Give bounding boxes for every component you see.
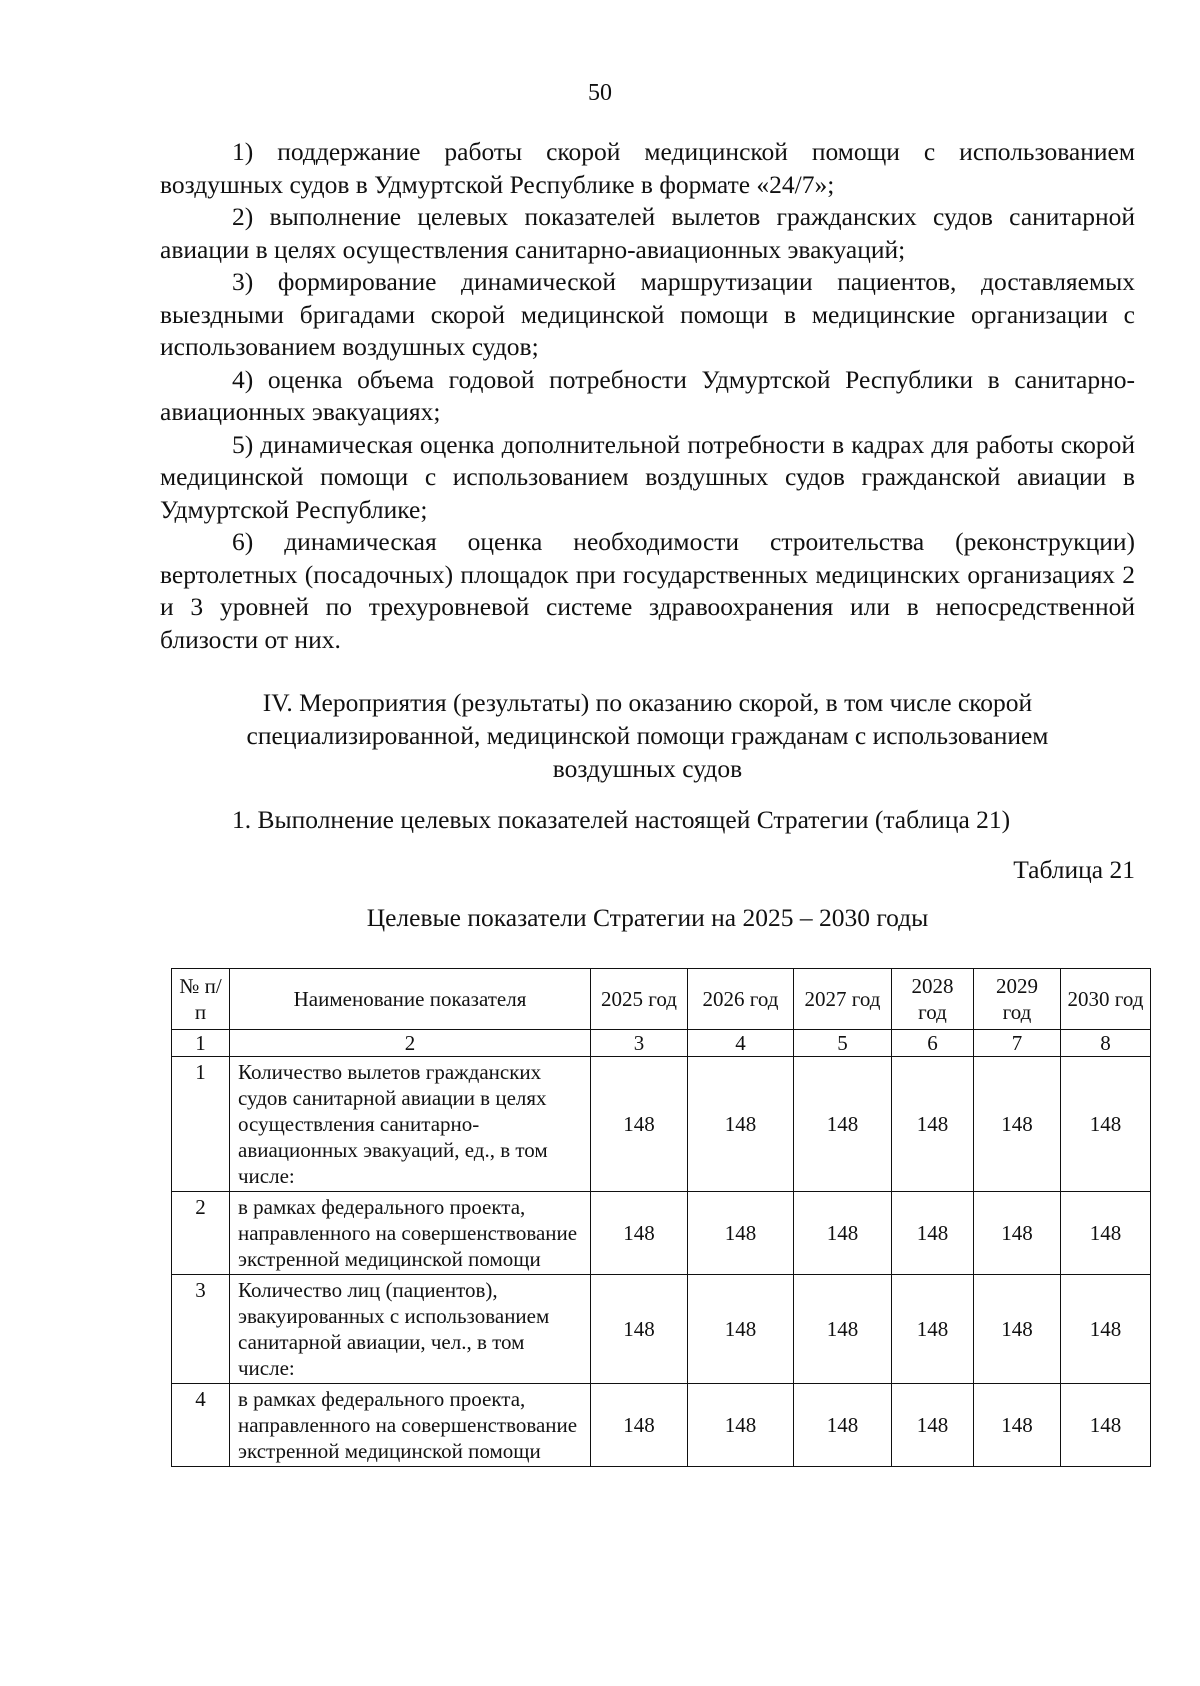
- table-label: Таблица 21: [1013, 855, 1135, 884]
- value-cell: 148: [892, 1057, 974, 1192]
- header-name: Наименование показателя: [230, 969, 591, 1030]
- value-cell: 148: [591, 1384, 688, 1467]
- value-cell: 148: [974, 1057, 1061, 1192]
- header-year: 2027 год: [794, 969, 892, 1030]
- table-row: [172, 1192, 1151, 1275]
- paragraph: 3) формирование динамической маршрутизации пациентов, доставляемых выездными бригадами скорой медицинской помощи в медицинские организации с использованием воздушных судов;: [160, 267, 1135, 361]
- header-year: 2030 год: [1061, 969, 1151, 1030]
- value-cell: 148: [794, 1384, 892, 1467]
- value-cell: 148: [794, 1057, 892, 1192]
- row-num: 1: [172, 1057, 230, 1192]
- section-heading-line: IV. Мероприятия (результаты) по оказанию скорой, в том числе скорой: [262, 688, 1033, 717]
- value-cell: 148: [1061, 1192, 1151, 1275]
- value-cell: 148: [794, 1192, 892, 1275]
- row-num: 2: [172, 1192, 230, 1275]
- indicator-name: Количество лиц (пациентов), эвакуированных с использованием санитарной авиации, чел., в том числе:: [230, 1275, 591, 1384]
- value-cell: 148: [688, 1057, 794, 1192]
- value-cell: 148: [794, 1275, 892, 1384]
- section-heading-line: специализированной, медицинской помощи гражданам с использованием: [246, 721, 1049, 750]
- paragraph: 1) поддержание работы скорой медицинской помощи с использованием воздушных судов в Удмуртской Республике в формате «24/7»;: [160, 137, 1135, 199]
- value-cell: 148: [974, 1192, 1061, 1275]
- value-cell: 148: [591, 1057, 688, 1192]
- value-cell: 148: [591, 1275, 688, 1384]
- table-title: Целевые показатели Стратегии на 2025 – 2030 годы: [366, 903, 929, 932]
- header-num: № п/п: [172, 969, 230, 1030]
- value-cell: 148: [591, 1192, 688, 1275]
- table-row: [172, 1384, 1151, 1467]
- header-year: 2025 год: [591, 969, 688, 1030]
- value-cell: 148: [688, 1192, 794, 1275]
- subsection-heading: 1. Выполнение целевых показателей настоящей Стратегии (таблица 21): [232, 805, 1011, 834]
- value-cell: 148: [1061, 1057, 1151, 1192]
- value-cell: 148: [688, 1384, 794, 1467]
- column-number: 5: [794, 1030, 892, 1057]
- column-number: 1: [172, 1030, 230, 1057]
- body-text: [160, 136, 1135, 656]
- indicator-name: в рамках федерального проекта, направленного на совершенствование экстренной медицинской помощи: [230, 1384, 591, 1467]
- value-cell: 148: [1061, 1384, 1151, 1467]
- row-num: 4: [172, 1384, 230, 1467]
- value-cell: 148: [974, 1275, 1061, 1384]
- column-number: 7: [974, 1030, 1061, 1057]
- column-number: 3: [591, 1030, 688, 1057]
- header-year: 2028 год: [892, 969, 974, 1030]
- column-number: 4: [688, 1030, 794, 1057]
- value-cell: 148: [1061, 1275, 1151, 1384]
- paragraph: 6) динамическая оценка необходимости строительства (реконструкции) вертолетных (посадочных) площадок при государственных медицинских организациях 2 и 3 уровней по трехуровневой системе здравоохранения или в непосредственной близости от них.: [160, 527, 1135, 654]
- section-heading: [160, 686, 1135, 785]
- page-number: 50: [588, 80, 612, 106]
- column-number: 2: [230, 1030, 591, 1057]
- paragraph: 5) динамическая оценка дополнительной потребности в кадрах для работы скорой медицинской помощи с использованием воздушных судов гражданской авиации в Удмуртской Республике;: [160, 429, 1135, 524]
- paragraph: 2) выполнение целевых показателей вылетов гражданских судов санитарной авиации в целях осуществления санитарно-авиационных эвакуаций;: [160, 202, 1135, 264]
- table-header-row: [172, 969, 1151, 1030]
- indicator-name: Количество вылетов гражданских судов санитарной авиации в целях осуществления санитарно-авиационных эвакуаций, ед., в том числе:: [230, 1057, 591, 1192]
- header-year: 2026 год: [688, 969, 794, 1030]
- value-cell: 148: [892, 1192, 974, 1275]
- value-cell: 148: [974, 1384, 1061, 1467]
- indicators-table: [171, 968, 1151, 1467]
- table-row: [172, 1275, 1151, 1384]
- indicator-name: в рамках федерального проекта, направленного на совершенствование экстренной медицинской помощи: [230, 1192, 591, 1275]
- column-number: 8: [1061, 1030, 1151, 1057]
- column-numbers-row: [172, 1030, 1151, 1057]
- value-cell: 148: [688, 1275, 794, 1384]
- row-num: 3: [172, 1275, 230, 1384]
- column-number: 6: [892, 1030, 974, 1057]
- value-cell: 148: [892, 1275, 974, 1384]
- value-cell: 148: [892, 1384, 974, 1467]
- section-heading-line: воздушных судов: [552, 754, 743, 783]
- paragraph: 4) оценка объема годовой потребности Удмуртской Республики в санитарно-авиационных эвакуациях;: [160, 364, 1135, 426]
- table-row: [172, 1057, 1151, 1192]
- header-year: 2029 год: [974, 969, 1061, 1030]
